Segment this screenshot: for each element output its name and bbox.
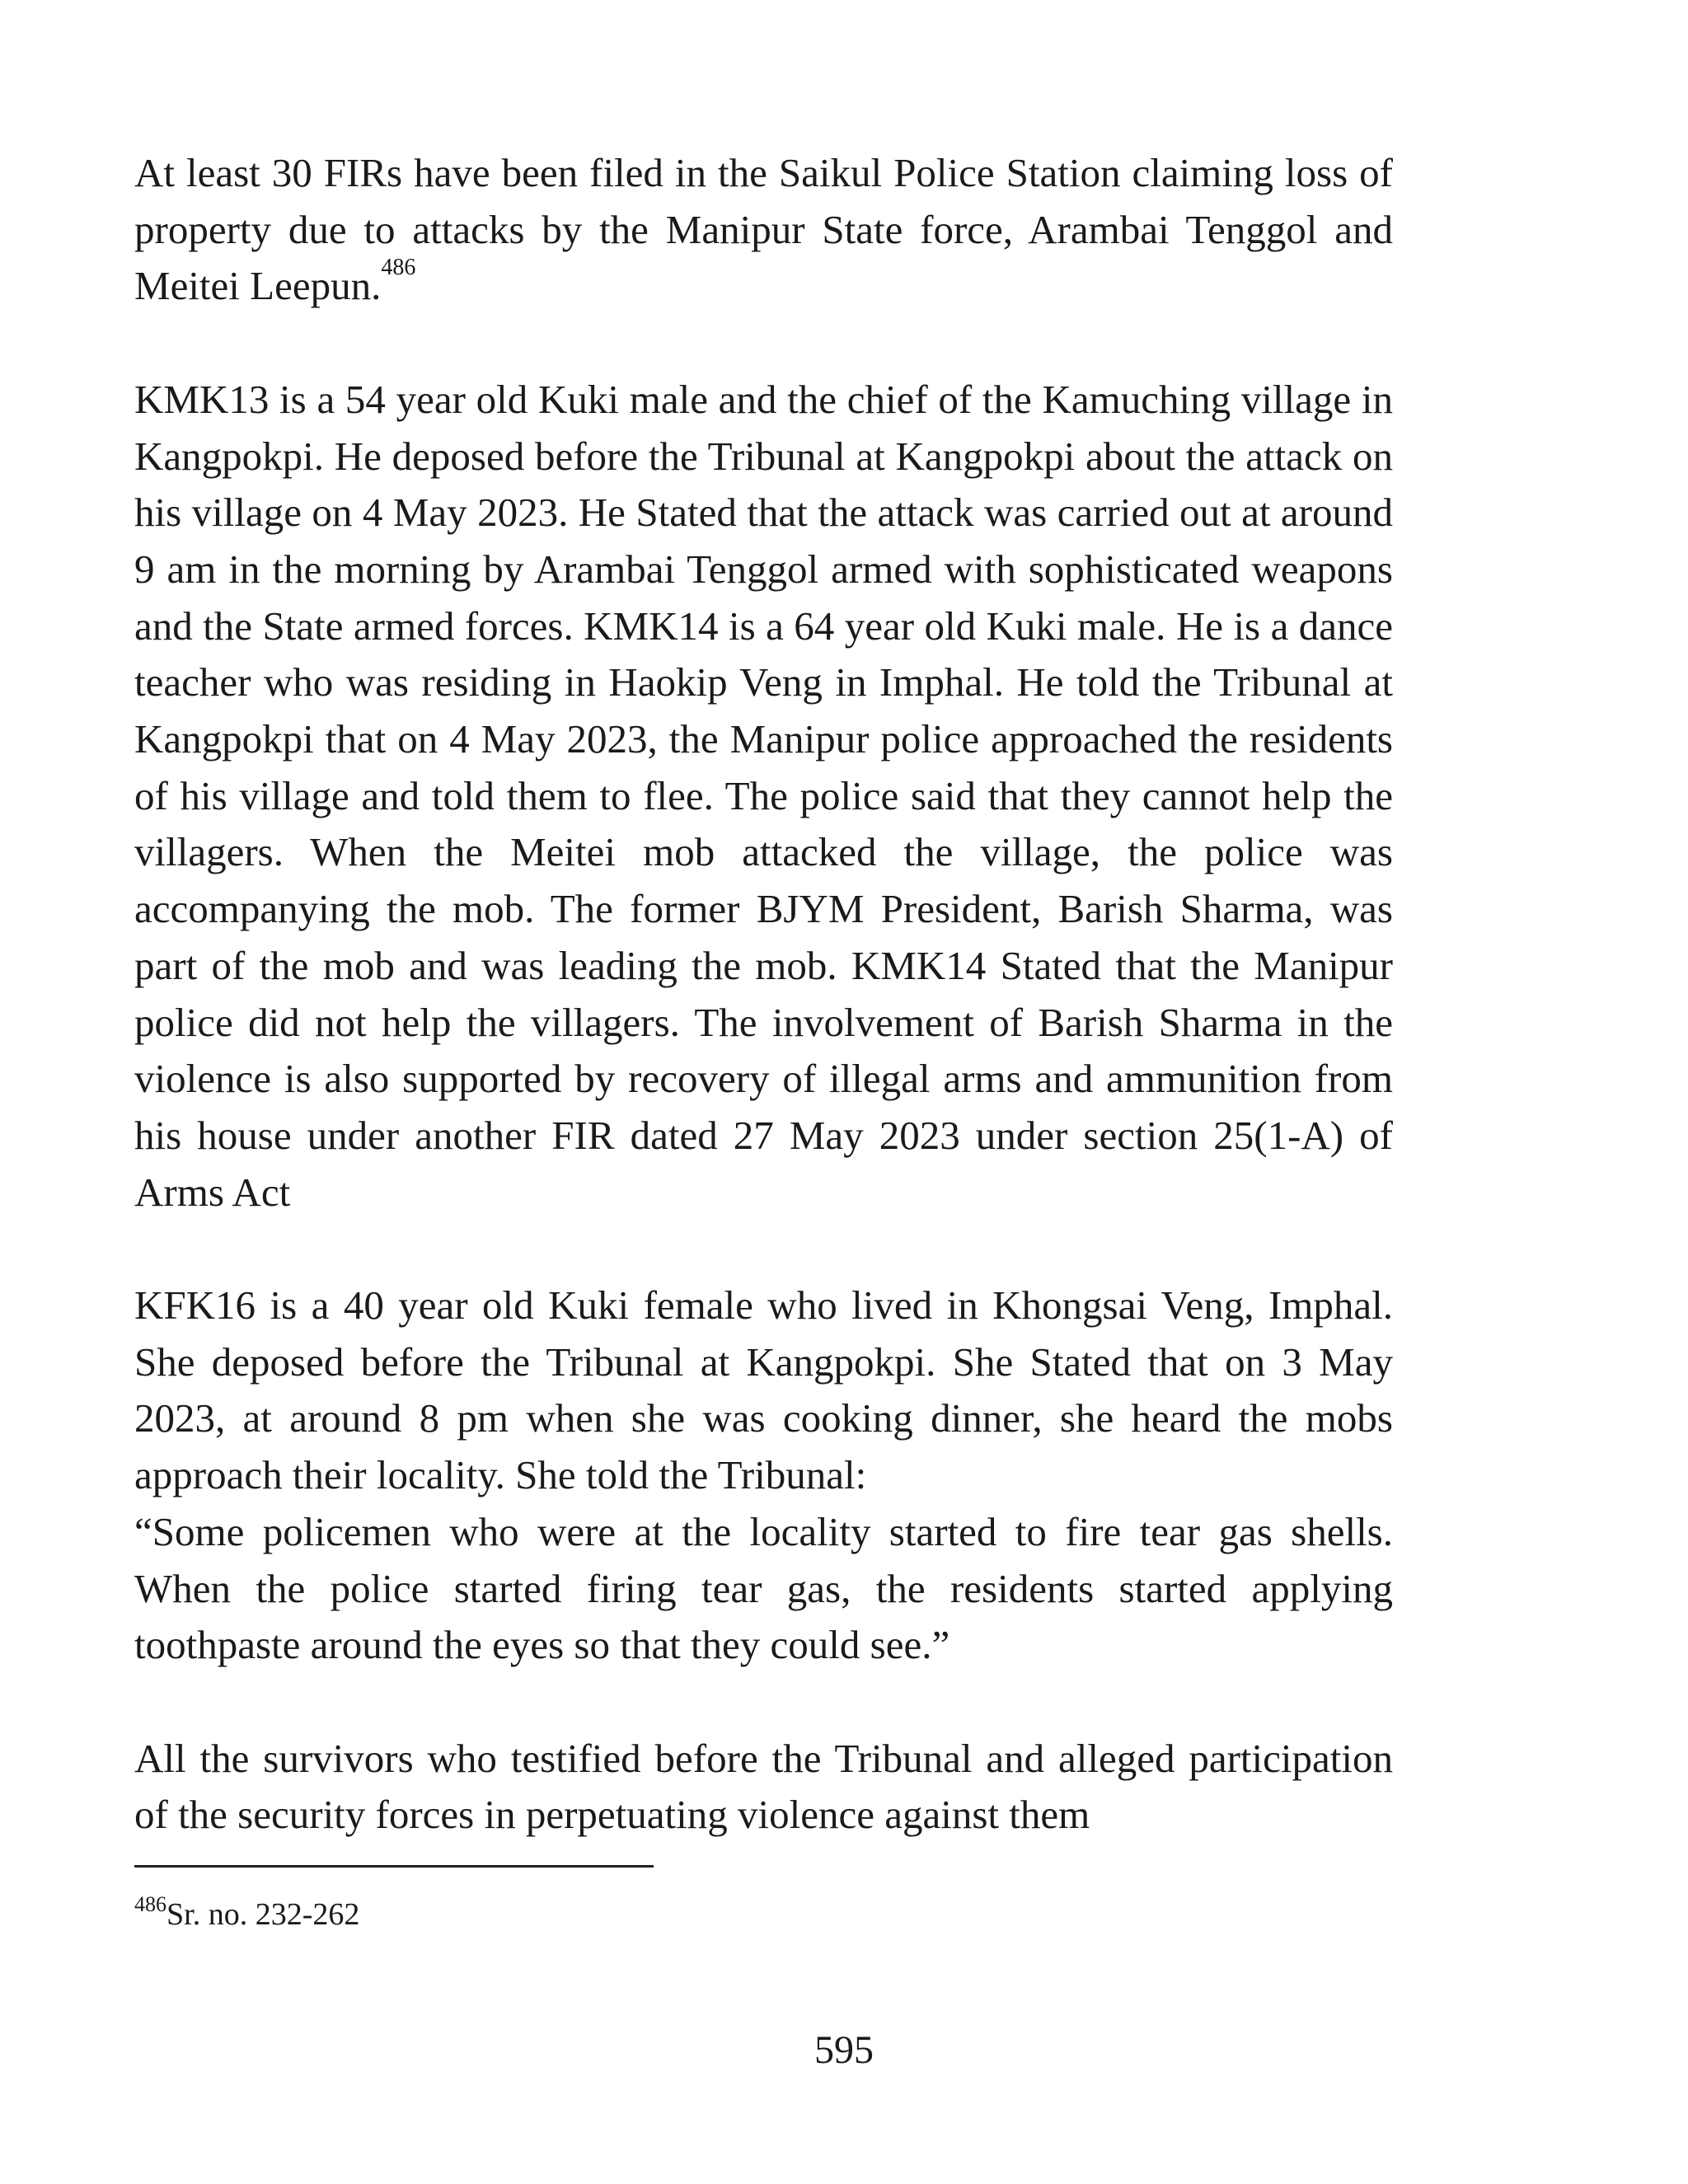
paragraph-text: At least 30 FIRs have been filed in the Saikul Police Station claiming loss of property due to attacks by the Manipur State force, Arambai Tenggol and Meitei Leepun. <box>134 150 1393 309</box>
paragraph-fir-count <box>134 145 1393 315</box>
footnote-divider <box>134 1865 654 1868</box>
footnote-reference[interactable]: 486 <box>381 255 416 281</box>
footnote-text: Sr. no. 232-262 <box>166 1897 360 1932</box>
paragraph-kfk-testimony: KFK16 is a 40 year old Kuki female who lived in Khongsai Veng, Imphal. She deposed before the Tribunal at Kangpokpi. She Stated that on 3 May 2023, at around 8 pm when she was cooking dinner, she heard the mobs approach their locality. She told the Tribunal: <box>134 1282 1393 1498</box>
paragraph-survivors: All the survivors who testified before the Tribunal and alleged participation of the security forces in perpetuating violence against them <box>134 1735 1393 1838</box>
footnote <box>134 1894 359 1935</box>
page-number: 595 <box>814 2028 874 2072</box>
document-body <box>134 145 1393 1844</box>
quoted-testimony: “Some policemen who were at the locality started to fire tear gas shells. When the police started firing tear gas, the residents started applying toothpaste around the eyes so that they could see.” <box>134 1508 1393 1668</box>
footnote-number: 486 <box>134 1892 166 1916</box>
paragraph-kmk-testimony: KMK13 is a 54 year old Kuki male and the chief of the Kamuching village in Kangpokpi. He deposed before the Tribunal at Kangpokpi about the attack on his village on 4 May 2023. He Stated that the attack was carried out at around 9 am in the morning by Arambai Tenggol armed with sophisticated weapons and the State armed forces. KMK14 is a 64 year old Kuki male. He is a dance teacher who was residing in Haokip Veng in Imphal. He told the Tribunal at Kangpokpi that on 4 May 2023, the Manipur police approached the residents of his village and told them to flee. The police said that they cannot help the villagers. When the Meitei mob attacked the village, the police was accompanying the mob. The former BJYM President, Barish Sharma, was part of the mob and was leading the mob. KMK14 Stated that the Manipur police did not help the villagers. The involvement of Barish Sharma in the violence is also supported by recovery of illegal arms and ammunition from his house under another FIR dated 27 May 2023 under section 25(1-A) of Arms Act <box>134 376 1393 1215</box>
